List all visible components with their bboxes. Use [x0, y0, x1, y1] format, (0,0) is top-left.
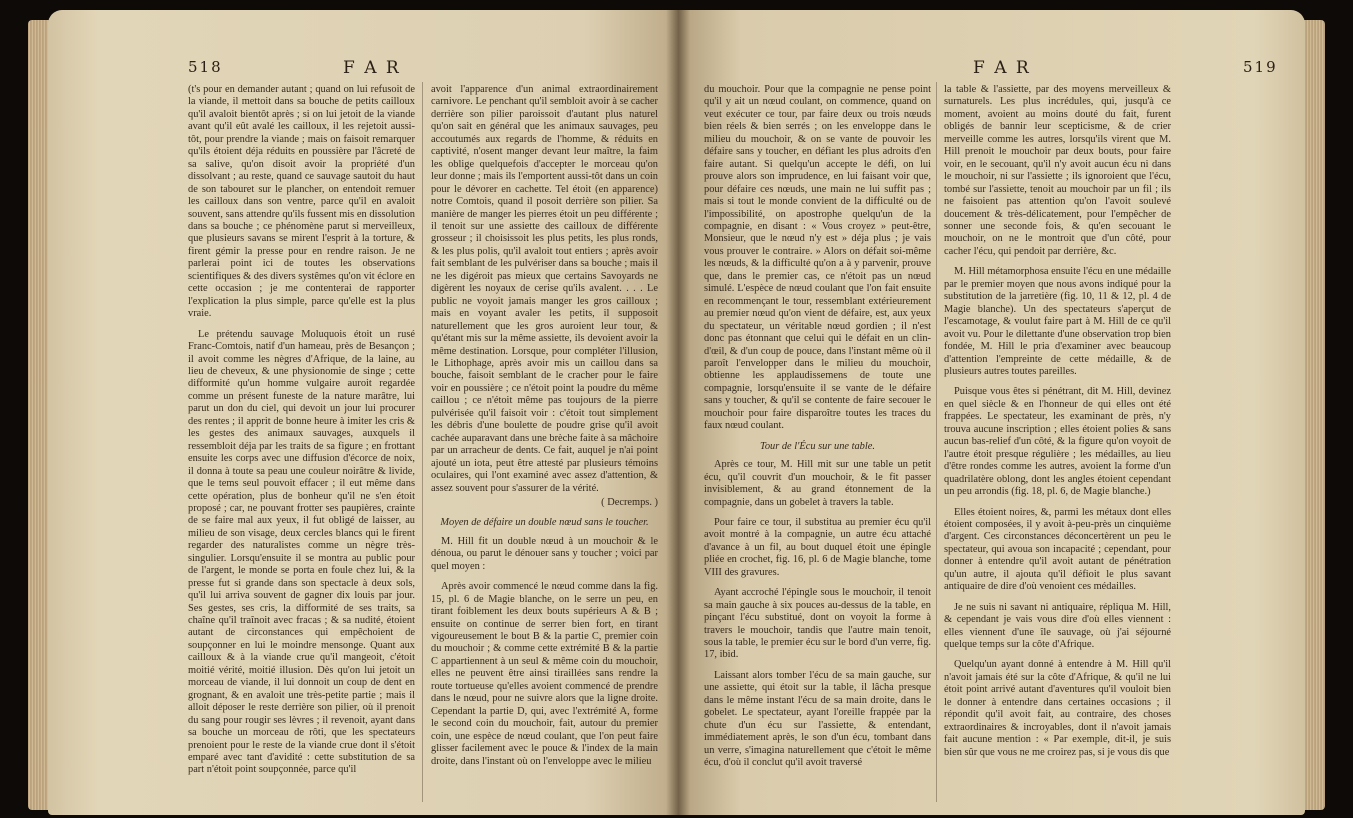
page-edges-right	[1303, 20, 1325, 810]
paragraph: la table & l'assiette, par des moyens merveilleux & surnaturels. Les plus incrédules, qui, jusqu'à ce moment, avoient au moins douté du fait, furent obligés de bannir leur scepticisme, & de crier merveille comme les autres, lorsqu'ils virent que M. Hill prenoit le mouchoir par deux bouts, pour faire voir, en le secouant, qu'il n'y avoit aucun écu ni dans le mouchoir, ni sur l'assiette ; ils ignoroient que l'écu, tombé sur l'assiette, tenoit au mouchoir par un fil ; ils ne faisoient pas attention qu'on l'avoit soulevé doucement & très-délicatement, pour l'empêcher de sonner une seconde fois, & qu'en secouant le mouchoir, on ne le montroit que d'un côté, pour cacher l'écu, qui pendoit par derrière, &c.	[944, 84, 1171, 257]
right-page-column-1	[704, 84, 931, 772]
paragraph: M. Hill fit un double nœud à un mouchoir & le dénoua, ou parut le dénouer sans y toucher ; voici par quel moyen :	[431, 535, 658, 572]
left-running-head: F A R	[343, 58, 401, 78]
section-heading: Moyen de défaire un double nœud sans le toucher.	[440, 517, 649, 529]
right-running-head: F A R	[973, 58, 1031, 78]
paragraph: M. Hill métamorphosa ensuite l'écu en une médaille par le premier moyen que nous avons indiqué pour la substitution de la jarretière (fig. 10, 11 & 12, pl. 4 de Magie blanche). Un des spectateurs s'aperçut de l'escamotage, & voulut faire part à M. Hill de ce qu'il avoit vu. Pour le dilettante d'une observation trop bien fondée, M. Hill le pria d'examiner avec beaucoup d'attention l'empreinte de cette médaille, & de plusieurs autres toutes pareilles.	[944, 266, 1171, 377]
page-edges-left	[28, 20, 50, 810]
paragraph: Après avoir commencé le nœud comme dans la fig. 15, pl. 6 de Magie blanche, on le serre un peu, en tirant foiblement les deux bouts supérieurs A & B ; ensuite on continue de serrer bien fort, en tirant vigoureusement le bout B & la partie C, premier coin du mouchoir ; & comme cette extrémité B & la partie C appartiennent à un seul & même coin du mouchoir, elles ne peuvent être ainsi tiraillées sans rendre la route tortueuse qu'elles avoient commencé de prendre dans le nœud, pour ne suivre alors que la ligne droite. Cependant la partie D, qui, avec l'extrémité A, forme le second coin du mouchoir, fait, autour du premier coin, une espèce de nœud coulant, que l'on peut faire glisser facilement avec le pouce & l'index de la main droite, dans l'instant où on l'enveloppe avec le milieu	[431, 581, 658, 767]
paragraph: Ayant accroché l'épingle sous le mouchoir, il tenoit sa main gauche à six pouces au-dessus de la table, en pinçant l'écu substitué, dont on voyoit la forme à travers le mouchoir, tandis que l'autre main tenoit, sous la table, le premier écu sur le bord d'un verre, fig. 17, ibid.	[704, 587, 931, 661]
paragraph: (t's pour en demander autant ; quand on lui refusoit de la viande, il mettoit dans sa bouche de petits cailloux qu'il avaloit bientôt après ; si on lui jetoit de la viande avant qu'il eût avalé les cailloux, il les rejetoit aussi-tôt, pour prendre la viande ; mais on faisoit remarquer qu'ils étoient déja réduits en poussière par l'âcreté de sa salive, qu'on disoit avoir la propriété d'un dissolvant ; au reste, quand ce sauvage sautoit du haut de son tabouret sur le plancher, on entendoit remuer les cailloux dans son ventre, parce qu'il en avaloit souvent, sans attendre qu'ils fussent mis en dissolution dans sa bouche ; ce phénomène parut si merveilleux, que plusieurs savans se mirent l'esprit à la torture, & firent gémir la presse pour en rendre raison. Je ne parlerai point ici de toutes les observations scientifiques & des divers systêmes qu'on vit éclore en cette occasion ; je me contenterai de rapporter l'explication la plus simple, parce qu'elle est la plus vraie.	[188, 84, 415, 320]
paragraph: ( Decremps. )	[601, 496, 658, 508]
paragraph: Elles étoient noires, &, parmi les métaux dont elles étoient composées, il y avoit à-peu-près un cinquième d'argent. Ces circonstances déconcertèrent un peu le spectateur, qui avoua son incapacité ; cependant, pour donner à entendre qu'il avoit autant de pénétration qu'un autre, il ajouta qu'il défioit le plus savant antiquaire de dire d'où venoient ces médailles.	[944, 506, 1171, 593]
right-page-header	[678, 58, 1305, 80]
paragraph: du mouchoir. Pour que la compagnie ne pense point qu'il y ait un nœud coulant, on commence, quand on veut exécuter ce tour, par faire deux ou trois nœuds bien réels & bien serrés ; on les enveloppe dans le milieu du mouchoir, & on se vante de pouvoir les défaire sans y toucher, en défiant les plus adroits d'en faire autant. Si quelqu'un accepte le défi, on lui prouve alors son imprudence, en lui faisant voir que, pour défaire ces nœuds, une main ne lui suffit pas ; mais si tout le monde convient de la difficulté ou de l'impossibilité, on apostrophe quelqu'un de la compagnie, en disant : « Vous croyez » peut-être, Monsieur, que le nœud n'y est » déja plus ; je vais vous prouver le contraire. » Alors on défait soi-même les nœuds, & la difficulté qu'on a à y parvenir, prouve que, dans le premier cas, ce n'étoit pas un nœud simulé. L'espèce de nœud coulant que l'on fait ensuite en recommençant le tour, ressemblant extérieurement au premier nœud qu'on vient de défaire, est, aux yeux du spectateur, un véritable nœud gordien ; il n'est donc pas étonnant que celui qui le défait en un clin-d'œil, & d'un coup de pouce, dans l'instant même où il paroît l'envelopper dans le milieu du mouchoir, obtienne les applaudissemens de toute une compagnie, lorsqu'ensuite il se vante de le défaire sans y toucher, & qu'il se contente de faire secouer le mouchoir pour faire disparoître toutes les traces du faux nœud coulant.	[704, 84, 931, 432]
left-page	[48, 10, 678, 815]
paragraph: Après ce tour, M. Hill mit sur une table un petit écu, qu'il couvrit d'un mouchoir, & le fit passer invisiblement, & au grand étonnement de la compagnie, dans un gobelet à travers la table.	[704, 459, 931, 508]
book-gutter	[666, 10, 690, 815]
right-page-number: 519	[1243, 58, 1278, 76]
paragraph: Laissant alors tomber l'écu de sa main gauche, sur une assiette, qui étoit sur la table, il lâcha presque dans le même instant l'écu de sa main droite, dans le gobelet. Le spectateur, ayant l'oreille frappée par la chute d'un écu sur l'assiette, & entendant, immédiatement après, le son d'un écu, tombant dans un verre, s'imagina naturellement que c'étoit le même écu, d'où il conclut qu'il avoit traversé	[704, 669, 931, 769]
column-rule	[936, 82, 937, 802]
left-page-column-2	[431, 84, 658, 770]
paragraph: Le prétendu sauvage Moluquois étoit un rusé Franc-Comtois, natif d'un hameau, près de Besançon ; il avoit comme les nègres d'Afrique, de la laine, au lieu de cheveux, & une physionomie de singe ; cette difformité qu'un homme vulgaire auroit regardée comme un présent funeste de la nature marâtre, lui parut un don du ciel, qui devoit un jour lui procurer des rentes ; il apprit de bonne heure à imiter les cris & les gestes des animaux sauvages, auxquels il ressembloit déja par les traits de sa figure ; en frottant ensuite les corps avec une diffusion d'écorce de noix, il donna à toute sa peau une couleur noirâtre & livide, que le tems seul pouvoit effacer ; il eut même dans cette opération, plus de bonheur qu'il ne s'en étoit proposé ; car, ne pouvant frotter ses paupières, crainte de se faire mal aux yeux, il fut obligé de laisser, au milieu de son visage, deux cercles blancs qui le firent regarder des naturalistes comme un nègre très-singulier. Lorsqu'ensuite il se montra au public pour de l'argent, le monde se porta en foule chez lui, & la presse fut si grande dans son spectacle à deux sols, qu'il lui arriva souvent de gagner dix louis par jour. Ses gestes, ses cris, la difformité de ses traits, sa chaîne qu'il traînoit avec fracas ; & sa nudité, étoient autant de circonstances qui empêchoient de soupçonner en lui le moindre mensonge. Quant aux cailloux & à la viande crue qu'il mangeoit, c'étoit moitié vérité, moitié illusion. Dès qu'on lui jetoit un morceau de viande, il lui donnoit un coup de dent en grognant, & en avaloit une très-petite partie ; mais il alloit déposer le reste derrière son pilier, où il prenoit du sang pour rougir ses lèvres ; il revenoit, ayant dans sa bouche un morceau de rôti, que les spectateurs prenoient pour le reste de la viande crue dont il s'étoit emparé avec tant d'avidité : cette substitution de sa part n'étoit point soupçonnée, parce qu'il	[188, 328, 415, 776]
column-rule	[422, 82, 423, 802]
paragraph: Quelqu'un ayant donné à entendre à M. Hill qu'il n'avoit jamais été sur la côte d'Afrique, & qu'il ne lui étoit point arrivé autant d'aventures qu'il vouloit bien le donner à entendre dans certaines occasions ; il répondit qu'il avoit fait, au contraire, des choses extraordinaires & incroyables, dont il n'avoit jamais fait aucune mention : « Par exemple, dit-il, je suis bien sûr que vous ne me croirez pas, si je vous dis que	[944, 659, 1171, 758]
left-page-column-1	[188, 84, 415, 779]
left-page-header	[48, 58, 678, 80]
left-page-number: 518	[188, 58, 223, 76]
paragraph: avoit l'apparence d'un animal extraordinairement carnivore. Le penchant qu'il sembloit avoir à se cacher derrière son pilier paroissoit d'autant plus naturel qu'on sait en général que les animaux sauvages, peu accoutumés aux regards de l'homme, & réduits en captivité, n'osent manger devant leur maître, la faim les oblige quelquefois d'accepter le morceau qu'on leur donne ; mais ils l'emportent aussi-tôt dans un coin pour le dévorer en cachette. Tel étoit (en apparence) notre Comtois, quand il posoit derrière son pilier. Sa manière de manger les pierres étoit un peu différente ; il tenoit sur une assiette des cailloux de différente grosseur ; il choisissoit les plus petits, les plus ronds, & les plus polis, qu'il avaloit tout entiers ; après avoir fait semblant de les pulvériser dans sa bouche ; mais il ne les digéroit pas mieux que certains Savoyards ne digèrent les noyaux de cerise qu'ils avalent. . . . Le public ne voyoit jamais manger les gros cailloux ; mais en voyant avaler les petits, il supposoit naturellement que les gros auroient leur tour, & qu'étant mis sur la même assiette, ils devoient avoir la même destination. Lorsque, pour compléter l'illusion, le Lithophage, après avoir mis un caillou dans sa bouche, faisoit semblant de le cracher pour le faire voir en poussière ; ce n'étoit point la poudre du même caillou ; ce n'étoit même pas toujours de la pierre pulvérisée qu'il faisoit voir : c'étoit tout simplement les débris d'une boulette de poudre grise qu'il avoit cachée auparavant dans une brèche faite à sa mâchoire par un arracheur de dents. Ce fait, auquel je n'ai point ajouté un iota, peut être attesté par plusieurs témoins oculaires, qui l'ont examiné avec assez d'attention, & assez souvent pour s'assurer de la vérité.	[431, 84, 658, 494]
right-page-column-2	[944, 84, 1171, 761]
paragraph: Je ne suis ni savant ni antiquaire, répliqua M. Hill, & cependant je vais vous dire d'où elles viennent : elles viennent d'une île sauvage, où j'ai séjourné quelque temps sur la côte d'Afrique.	[944, 601, 1171, 651]
section-heading: Tour de l'Écu sur une table.	[760, 440, 875, 452]
paragraph: Pour faire ce tour, il substitua au premier écu qu'il avoit montré à la compagnie, un autre écu attaché d'avance à un fil, au bout duquel étoit une épingle pliée en crochet, fig. 16, pl. 6 de Magie blanche, tome VIII des gravures.	[704, 516, 931, 578]
right-page	[678, 10, 1305, 815]
paragraph: Puisque vous êtes si pénétrant, dit M. Hill, devinez en quel siècle & en l'honneur de qui elles ont été frappées. Le spectateur, les examinant de près, n'y trouva aucune inscription ; elles étoient polies & sans aucun bas-relief d'un côté, & la figure qu'on voyoit de l'autre étoit presque régulière ; les médailles, au lieu d'être rondes comme les autres, avoient la forme d'un quadrilatère oblong, dont les angles étoient cependant un peu arrondis (fig. 18, pl. 6, de Magie blanche.)	[944, 386, 1171, 498]
